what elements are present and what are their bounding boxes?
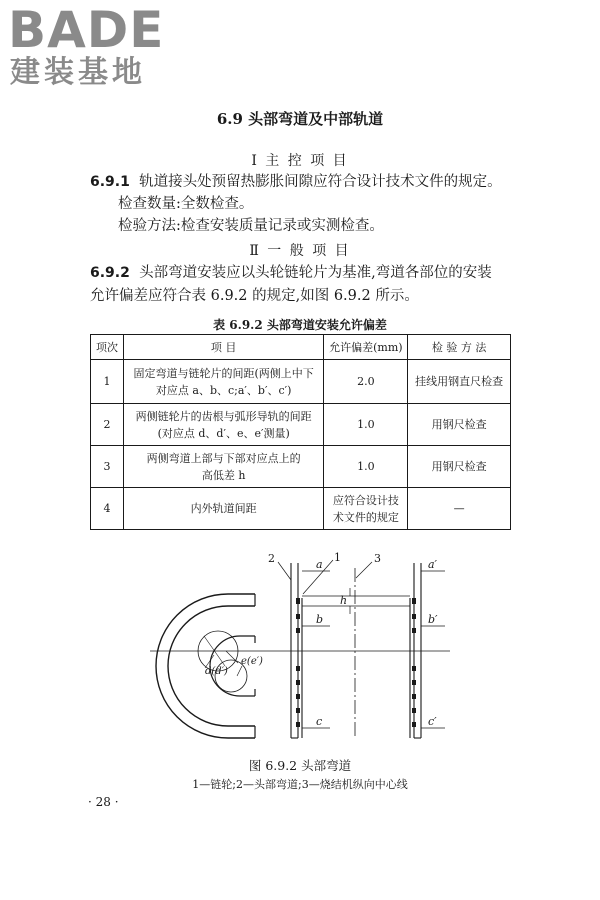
tolerance-table: [90, 334, 511, 530]
row-tolerance: [324, 446, 408, 488]
figure-caption: 图 6.9.2 头部弯道: [248, 758, 352, 773]
row-number: 4: [91, 488, 124, 530]
row-number: 2: [91, 404, 124, 446]
row-item: [123, 360, 323, 404]
row-tolerance: [324, 488, 408, 530]
label-a-prime: a′: [428, 558, 438, 571]
row-item-line: (对应点 d、d′、e、e′测量): [157, 426, 290, 440]
row-item-line: 高低差 h: [201, 468, 246, 482]
label-c-prime: c′: [428, 715, 437, 728]
label-d: d(d′): [205, 666, 228, 677]
clause-6-9-1: [90, 172, 502, 192]
row-item-line: 内外轨道间距: [190, 502, 257, 515]
row-method: 挂线用钢直尺检查: [408, 360, 511, 404]
clause-number: 6.9.1: [90, 174, 130, 190]
label-1: 1: [334, 551, 341, 564]
table-title: 表 6.9.2 头部弯道安装允许偏差: [213, 318, 387, 332]
header-cell: 项次: [91, 335, 124, 360]
watermark-logo-subtitle: 建装基地: [10, 55, 146, 90]
label-3: 3: [374, 552, 381, 565]
clause-text: 轨道接头处预留热膨胀间隙应符合设计技术文件的规定。: [139, 174, 502, 190]
section-title: 6.9 头部弯道及中部轨道: [216, 110, 384, 128]
check-method: 检验方法:检查安装质量记录或实测检查。: [118, 218, 384, 234]
label-2: 2: [268, 552, 275, 565]
row-number: 1: [91, 360, 124, 404]
head-curve-figure: [0, 548, 600, 753]
figure-legend: 1—链轮;2—头部弯道;3—烧结机纵向中心线: [192, 778, 408, 791]
header-cell: 允许偏差(mm): [324, 335, 408, 360]
page-number: · 28 ·: [88, 795, 119, 809]
row-item: [123, 488, 323, 530]
tolerance-line: 应符合设计技: [332, 493, 399, 507]
tolerance-line: 1.0: [357, 418, 375, 431]
clause-number: 6.9.2: [90, 265, 130, 281]
table-row: [91, 404, 511, 446]
row-item-line: 对应点 a、b、c;a′、b′、c′): [155, 383, 292, 397]
table-row: [91, 360, 511, 404]
table-row: [91, 446, 511, 488]
label-a: a: [316, 558, 323, 571]
row-tolerance: [324, 404, 408, 446]
general-heading: Ⅱ 一 般 项 目: [249, 243, 351, 259]
tolerance-line: 1.0: [357, 460, 375, 473]
clause-text-line1: 头部弯道安装应以头轮链轮片为基准,弯道各部位的安装: [139, 265, 492, 281]
row-method: —: [408, 488, 511, 530]
row-method: 用钢尺检查: [408, 404, 511, 446]
row-item: [123, 404, 323, 446]
tolerance-line: 术文件的规定: [332, 510, 399, 524]
header-cell: 检 验 方 法: [408, 335, 511, 360]
label-e: e(e′): [241, 656, 263, 667]
label-c: c: [316, 715, 323, 728]
row-item-line: 两侧弯道上部与下部对应点上的: [146, 451, 301, 465]
row-tolerance: [324, 360, 408, 404]
label-b-prime: b′: [428, 613, 438, 626]
table-row: [91, 488, 511, 530]
row-number: 3: [91, 446, 124, 488]
table-header-row: [91, 335, 511, 360]
row-item-line: 固定弯道与链轮片的间距(两侧上中下: [133, 366, 314, 380]
clause-text-line2: 允许偏差应符合表 6.9.2 的规定,如图 6.9.2 所示。: [90, 288, 419, 304]
main-control-heading: Ⅰ 主 控 项 目: [251, 153, 349, 169]
tolerance-line: 2.0: [357, 375, 375, 388]
watermark-logo-text: BADE: [8, 1, 165, 59]
label-h: h: [340, 594, 348, 607]
header-cell: 项 目: [123, 335, 323, 360]
row-item: [123, 446, 323, 488]
row-item-line: 两侧链轮片的齿根与弧形导轨的间距: [135, 409, 312, 423]
label-b: b: [316, 613, 324, 626]
row-method: 用钢尺检查: [408, 446, 511, 488]
check-quantity: 检查数量:全数检查。: [118, 196, 254, 212]
clause-6-9-2: [90, 263, 492, 283]
